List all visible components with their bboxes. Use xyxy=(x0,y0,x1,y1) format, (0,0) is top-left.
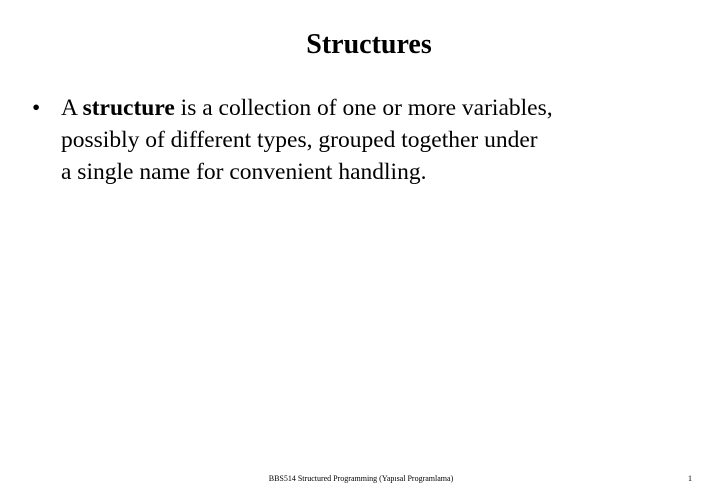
bullet-marker: • xyxy=(32,95,41,121)
bullet-line-1 xyxy=(61,92,632,124)
footer-course-title: BBS514 Structured Programming (Yapısal Programlama) xyxy=(268,474,454,483)
bullet-item xyxy=(32,92,632,188)
slide-title: Structures xyxy=(306,29,432,60)
page-number: 1 xyxy=(688,474,692,483)
bullet-line-2: possibly of different types, grouped together under xyxy=(61,127,538,153)
bullet-list xyxy=(32,92,632,188)
bullet-line-3: a single name for convenient handling. xyxy=(61,159,427,185)
bullet-keyword: structure xyxy=(82,95,175,121)
bullet-text-prefix: A xyxy=(61,95,83,121)
bullet-text-suffix: is a collection of one or more variables, xyxy=(174,95,553,121)
